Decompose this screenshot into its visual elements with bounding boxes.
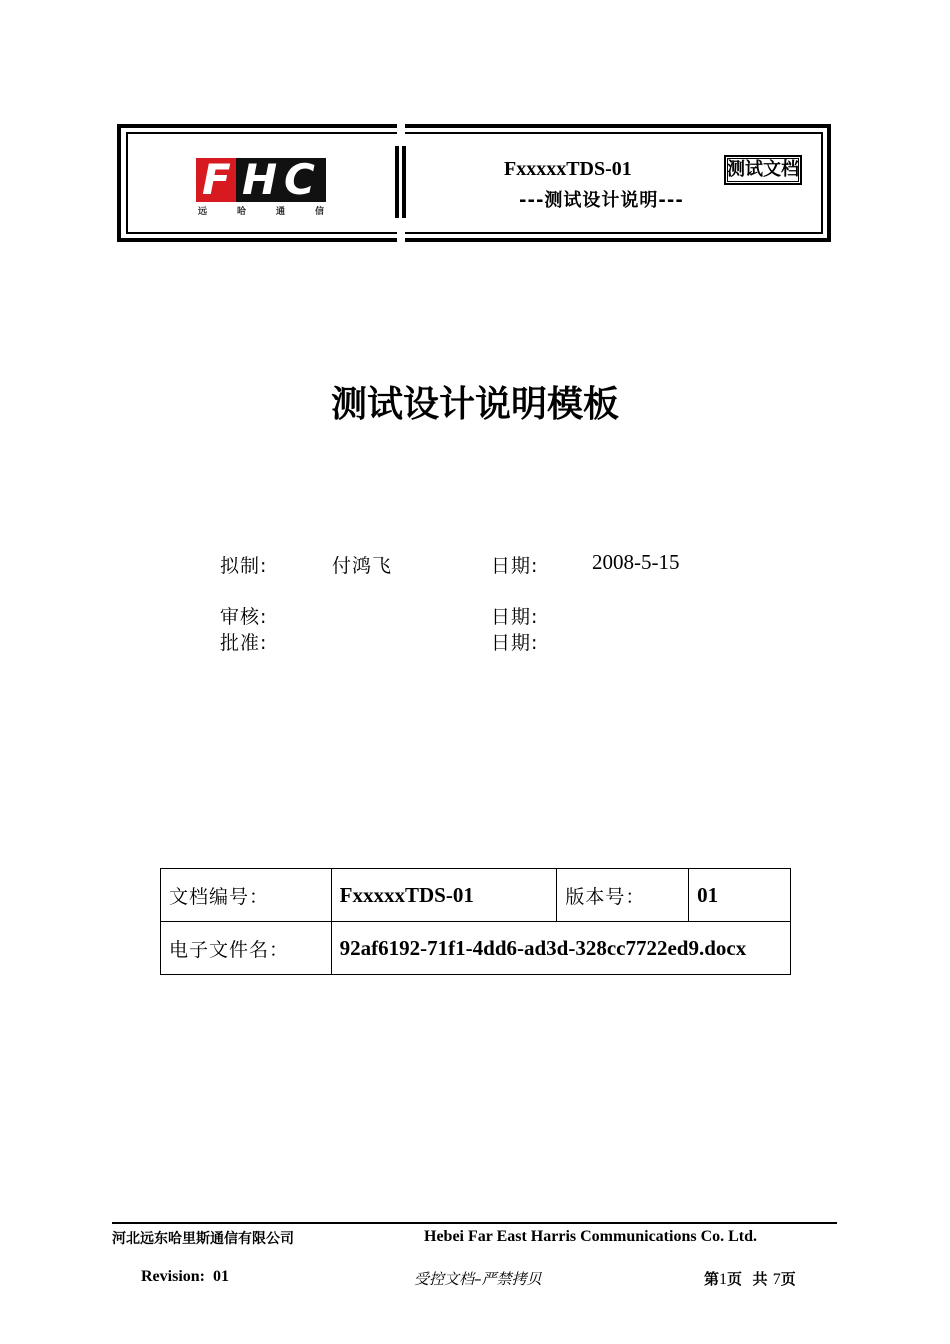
header-frame-gap <box>397 124 405 134</box>
revision-value: 01 <box>213 1268 229 1285</box>
doc-number-value: FxxxxxTDS-01 <box>331 869 557 922</box>
footer-control-note: 受控文档–严禁拷贝 <box>414 1270 542 1288</box>
table-row <box>161 922 791 975</box>
footer-divider <box>112 1222 837 1224</box>
review-label: 审核: <box>220 606 268 628</box>
drafted-label: 拟制: <box>220 555 268 577</box>
drafted-date-label: 日期: <box>491 555 539 577</box>
header-doc-code: FxxxxxTDS-01 <box>504 158 632 180</box>
document-info-table <box>160 868 791 975</box>
header-frame-gap <box>397 232 405 242</box>
logo-subtitle: 远 哈 通 信 <box>198 207 324 217</box>
revision-label: Revision: <box>141 1268 205 1285</box>
logo-letter-h: H <box>242 155 278 204</box>
filename-value: 92af6192-71f1-4dd6-ad3d-328cc7722ed9.docx <box>331 922 790 975</box>
header-divider <box>395 146 399 218</box>
footer-company-cn: 河北远东哈里斯通信有限公司 <box>112 1231 294 1247</box>
approve-label: 批准: <box>220 632 268 654</box>
page-total: 7 <box>772 1271 781 1288</box>
header-doc-subtitle: ---测试设计说明--- <box>519 190 684 211</box>
page-title: 测试设计说明模板 <box>330 384 619 425</box>
filename-label: 电子文件名： <box>161 922 332 975</box>
page-current: 1 <box>719 1271 728 1288</box>
doc-number-label: 文档编号： <box>161 869 332 922</box>
logo-letter-c: C <box>284 155 315 204</box>
drafted-by: 付鸿飞 <box>332 555 393 577</box>
header-divider <box>402 146 406 218</box>
company-logo <box>196 155 326 217</box>
table-row <box>161 869 791 922</box>
logo-letter-f: F <box>202 155 231 204</box>
footer-revision <box>141 1268 229 1286</box>
footer-company-en: Hebei Far East Harris Communications Co. Ltd. <box>424 1228 758 1245</box>
version-value: 01 <box>689 869 791 922</box>
approve-date-label: 日期: <box>491 632 539 654</box>
version-label: 版本号： <box>557 869 689 922</box>
doc-type-badge: 测试文档 <box>724 155 802 185</box>
drafted-date: 2008-5-15 <box>592 550 680 574</box>
review-date-label: 日期: <box>491 606 539 628</box>
footer-page-number: 第1页 共 7页 <box>704 1270 796 1288</box>
